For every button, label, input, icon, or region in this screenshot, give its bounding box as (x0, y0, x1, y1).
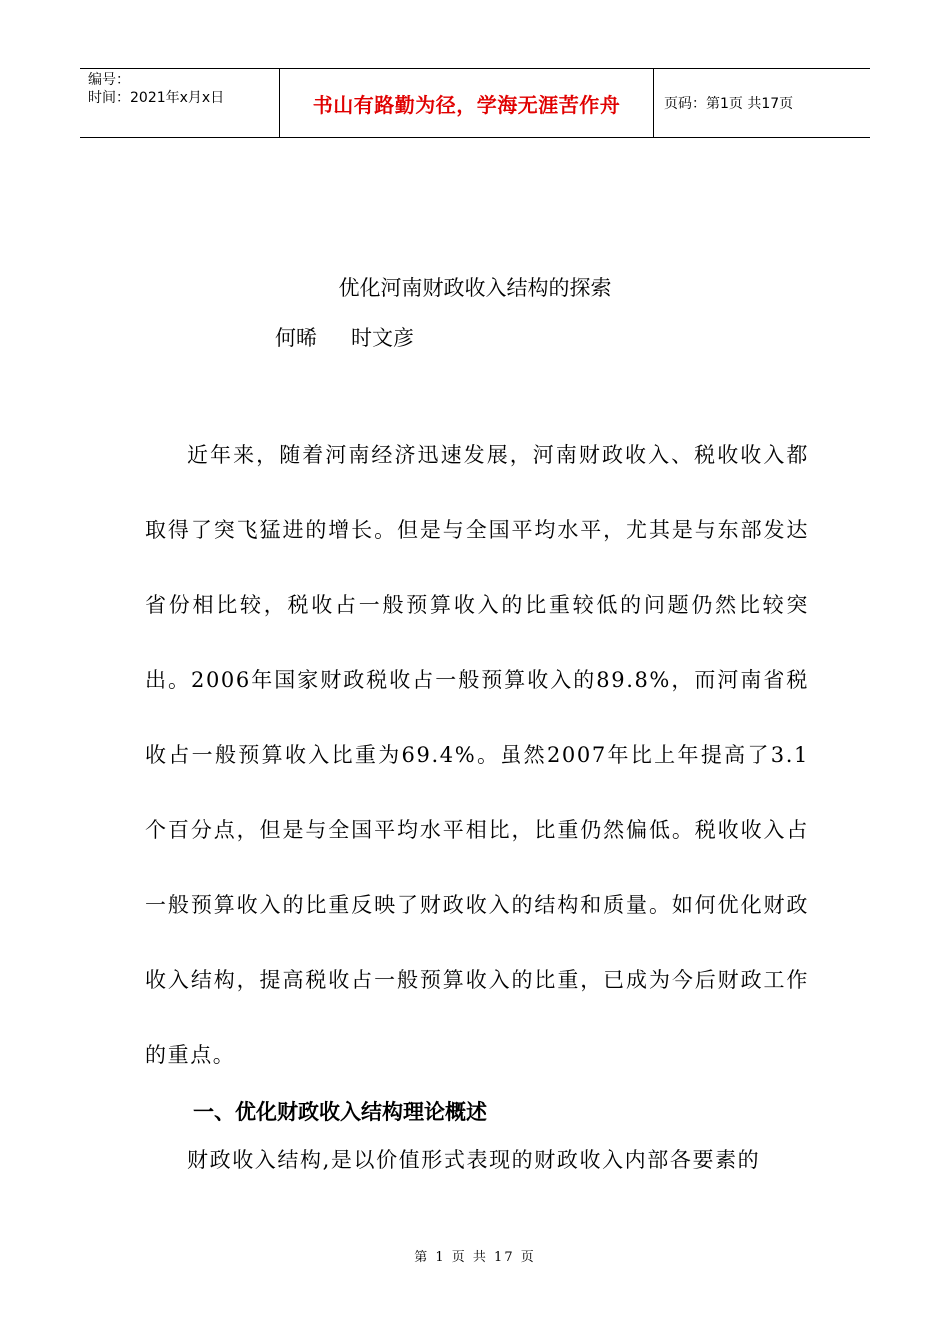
header-page-cell (654, 69, 870, 137)
author-name: 时文彦 (351, 326, 414, 350)
author-name: 何晞 (275, 326, 317, 350)
article-body-continued (145, 1136, 809, 1184)
document-number-label: 编号： (88, 72, 130, 88)
body-paragraph: 财政收入结构,是以价值形式表现的财政收入内部各要素的 (187, 1148, 761, 1172)
header-meta-cell (80, 69, 280, 137)
document-date: 时间：2021年x月x日 (88, 90, 225, 106)
article-title: 优化河南财政收入结构的探索 (338, 276, 612, 300)
header-motto-cell (280, 69, 654, 137)
page-footer: 第 1 页 共 17 页 (414, 1250, 536, 1265)
article-authors (275, 322, 414, 352)
article-body (145, 418, 809, 1093)
document-header (80, 68, 870, 138)
body-paragraph: 近年来，随着河南经济迅速发展，河南财政收入、税收收入都取得了突飞猛进的增长。但是与全国平均水平，尤其是与东部发达省份相比较，税收占一般预算收入的比重较低的问题仍然比较突出。2006年国家财政税收占一般预算收入的89.8%，而河南省税收占一般预算收入比重为69.4%。虽然2007年比上年提高了3.1个百分点，但是与全国平均水平相比，比重仍然偏低。税收收入占一般预算收入的比重反映了财政收入的结构和质量。如何优化财政收入结构，提高税收占一般预算收入的比重，已成为今后财政工作的重点。 (145, 443, 809, 1067)
section-heading: 一、优化财政收入结构理论概述 (193, 1100, 487, 1124)
motto-text: 书山有路勤为径，学海无涯苦作舟 (312, 92, 621, 117)
header-page-info: 页码：第1页 共17页 (664, 96, 794, 112)
